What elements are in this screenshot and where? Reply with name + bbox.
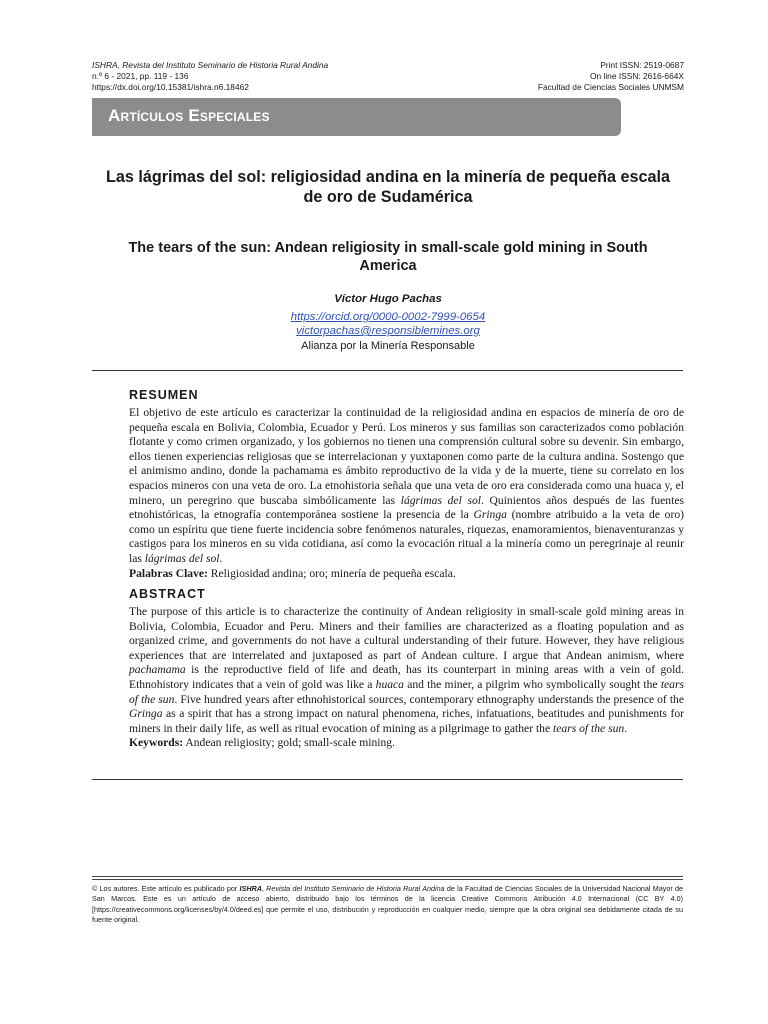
issue-info: n.º 6 - 2021, pp. 119 - 136 <box>92 71 189 81</box>
footer-rule <box>92 876 683 877</box>
author-name: Víctor Hugo Pachas <box>334 293 442 305</box>
journal-header-right <box>538 60 684 93</box>
palabras-clave: Religiosidad andina; oro; minería de pequeña escala. <box>207 566 456 580</box>
keywords: Andean religiosity; gold; small-scale mining. <box>183 736 395 750</box>
footer-rule <box>92 879 683 880</box>
resumen-heading: RESUMEN <box>129 388 199 402</box>
license-text: , <box>261 884 267 893</box>
resumen-emphasis: Gringa <box>473 508 507 522</box>
license-footer <box>92 884 683 925</box>
author-block <box>100 292 676 353</box>
abstract-text: and the miner, a pilgrim who symbolically sought the <box>403 677 661 691</box>
divider-bottom <box>92 779 683 780</box>
palabras-clave-label: Palabras Clave: <box>129 566 208 580</box>
abstract-text: The purpose of this article is to characterize the continuity of Andean religiosity in small-scale gold mining areas in Bolivia, Colombia, Ecuador and Peru. Miners and their families are characterized as a floating population and as organized crime, and governments do not have a cultural understanding of their future. However, they have religious experiences that are interrelated and juxtaposed as part of Andean culture. I argue that Andean animism, where <box>129 605 684 662</box>
abstract-emphasis: tears of the sun <box>553 721 625 735</box>
resumen-text: . Quinientos años después de las fuentes etnohistóricas, la etnografía contemporánea sostiene la presencia de la <box>129 493 684 522</box>
abstract-text: as a spirit that has a strong impact on natural phenomena, riches, infatuations, beatitudes and punishments for miners in their daily life, as well as ritual evocation of mining as a pilgrimage to gather the <box>129 707 684 735</box>
faculty-name: Facultad de Ciencias Sociales UNMSM <box>537 82 684 92</box>
email-link[interactable]: victorpachas@responsiblemines.org <box>296 325 480 337</box>
abstract-heading: ABSTRACT <box>129 587 206 601</box>
license-journal-name: Revista del Instituto Seminario de Historia Rural Andina <box>266 884 445 893</box>
license-journal-abbr: ISHRA <box>239 884 262 893</box>
abstract-text: . <box>624 721 628 735</box>
resumen-text: El objetivo de este artículo es caracterizar la continuidad de la religiosidad andina en espacios de minería de oro de pequeña escala en Bolivia, Colombia, Ecuador y Perú. Los mineros y sus familias son caracterizados como población flotante y como crimen organizado, y los gobiernos no tienen una comprensión cultural sobre su devenir. Sin embargo, ellos tienen experiencias religiosas que se interrelacionan y yuxtaponen como parte de la cultura andina. Sostengo que el animismo andino, donde la pachamama es ámbito reproductivo de la vida y de la muerte, tiene su correlato en los espacios mineros con una veta de oro. La etnohistoria señala que una veta de oro era considerada como una huaca y, el minero, un peregrino que buscaba simbólicamente las <box>129 406 684 507</box>
author-affiliation: Alianza por la Minería Responsable <box>301 340 475 352</box>
resumen-emphasis: lágrimas del sol <box>400 493 481 507</box>
journal-name: ISHRA, Revista del Instituto Seminario de Historia Rural Andina <box>92 60 329 70</box>
resumen-text: . <box>219 551 223 565</box>
online-issn: On line ISSN: 2616-664X <box>589 71 684 81</box>
resumen-emphasis: lágrimas del sol <box>144 551 220 565</box>
abstract-emphasis: huaca <box>375 677 404 691</box>
title-spanish: Las lágrimas del sol: religiosidad andina en la minería de pequeña escala de oro de Sudamérica <box>105 168 671 206</box>
title-english: The tears of the sun: Andean religiosity in small-scale gold mining in South America <box>128 240 648 274</box>
abstract-emphasis: pachamama <box>129 663 186 677</box>
abstract-body <box>129 605 684 751</box>
abstract-emphasis: tears of the sun <box>129 677 684 706</box>
keywords-label: Keywords: <box>129 736 184 750</box>
abstract-text: . Five hundred years after ethnohistorical sources, contemporary ethnography understands the presence of the <box>174 692 684 706</box>
journal-header-left <box>92 60 328 93</box>
abstract-emphasis: Gringa <box>129 707 163 721</box>
resumen-text: (nombre atribuido a la veta de oro) como un espíritu que tiene fuerte incidencia sobre fenómenos naturales, riquezas, enamoramientos, bienaventuranzas y castigos para los mineros en su vida cotidiana, así como la evocación ritual a la minería como un peregrinaje al reunir las <box>129 508 684 565</box>
license-text: © Los autores. Este artículo es publicado por <box>92 884 240 893</box>
print-issn: Print ISSN: 2519-0687 <box>600 60 684 70</box>
doi-link[interactable]: https://dx.doi.org/10.15381/ishra.n6.18462 <box>92 82 249 92</box>
section-banner-label: Artículos Especiales <box>108 106 270 125</box>
orcid-link[interactable]: https://orcid.org/0000-0002-7999-0654 <box>290 311 486 323</box>
resumen-body <box>129 406 684 581</box>
divider-top <box>92 370 683 371</box>
section-banner <box>92 98 621 136</box>
license-text: de la Facultad de Ciencias Sociales de la Universidad Nacional Mayor de San Marcos. Este es un artículo de acceso abierto, distribuido bajo los términos de la licencia Creative Commons Atribución 4.0 Internacional (CC BY 4.0) [https://creativecommons.org/licenses/by/4.0/deed.es] que permite el uso, distribución y reproducción en cualquier medio, siempre que la obra original sea debidamente citada de su fuente original. <box>92 884 683 924</box>
abstract-text: is the reproductive field of life and death, has its counterpart in mining areas with a vein of gold. Ethnohistory indicates that a vein of gold was like a <box>129 663 684 691</box>
